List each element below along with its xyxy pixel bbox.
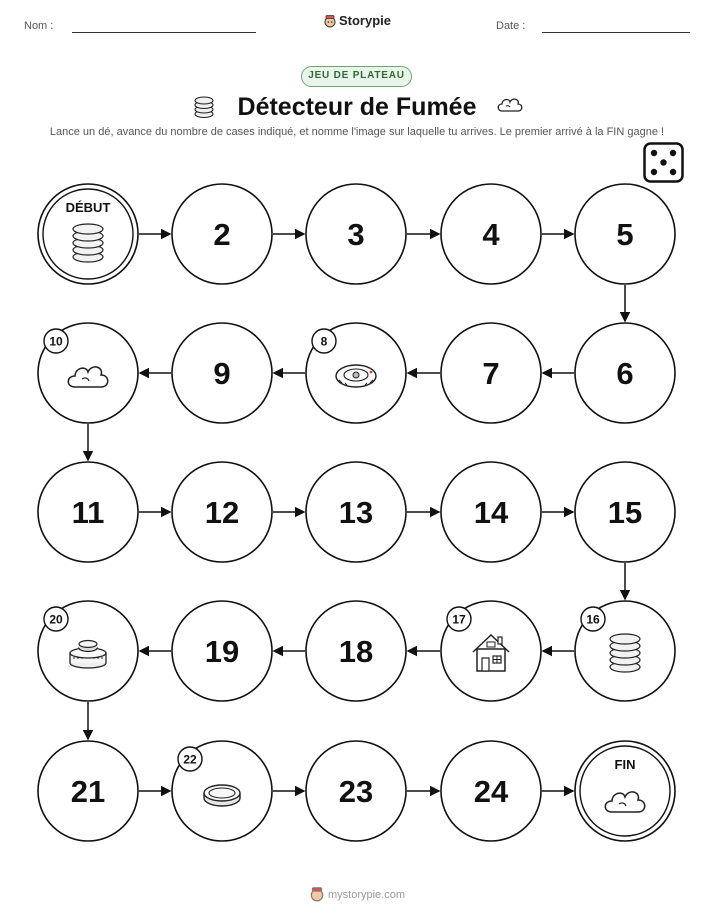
board-square-11[interactable]: [38, 462, 138, 562]
board-square-21[interactable]: [38, 741, 138, 841]
coin-icon: [204, 785, 240, 806]
board-square-16[interactable]: [575, 601, 675, 701]
board-square-9[interactable]: [172, 323, 272, 423]
board-square-7[interactable]: [441, 323, 541, 423]
square-number: 3: [347, 217, 365, 252]
board-square-5[interactable]: [575, 184, 675, 284]
board-square-1[interactable]: [38, 184, 138, 284]
board-square-2[interactable]: [172, 184, 272, 284]
square-number: 6: [616, 356, 634, 391]
board-squares: [38, 184, 675, 841]
board-square-12[interactable]: [172, 462, 272, 562]
square-number: 12: [204, 495, 240, 530]
board-square-23[interactable]: [306, 741, 406, 841]
board-square-18[interactable]: [306, 601, 406, 701]
board-square-3[interactable]: [306, 184, 406, 284]
square-label: DÉBUT: [65, 200, 111, 215]
square-number: 23: [338, 774, 374, 809]
square-number: 15: [607, 495, 643, 530]
square-number: 2: [213, 217, 231, 252]
board-square-4[interactable]: [441, 184, 541, 284]
square-number: 14: [473, 495, 509, 530]
coin-stack-icon: [610, 634, 640, 672]
game-type-badge: JEU DE PLATEAU: [301, 66, 412, 87]
square-number: 8: [320, 334, 328, 349]
board-square-25[interactable]: [575, 741, 675, 841]
board-square-20[interactable]: [38, 601, 138, 701]
instructions-text: Lance un dé, avance du nombre de cases indiqué, et nomme l'image sur laquelle tu arrives. Le premier arrivé à la FIN gagne !: [49, 126, 665, 138]
date-label: Date :: [496, 20, 526, 32]
smoke-detector-icon: [336, 365, 376, 387]
board-square-15[interactable]: [575, 462, 675, 562]
square-number: 17: [452, 612, 466, 627]
square-number: 9: [213, 356, 231, 391]
square-number: 20: [49, 612, 63, 627]
board-square-22[interactable]: [172, 741, 272, 841]
square-number: 19: [204, 634, 240, 669]
square-number: 16: [586, 612, 600, 627]
square-number: 21: [70, 774, 106, 809]
board-square-6[interactable]: [575, 323, 675, 423]
page-title: Détecteur de Fumée: [237, 93, 477, 121]
square-number: 7: [482, 356, 500, 391]
square-number: 4: [482, 217, 500, 252]
square-number: 18: [338, 634, 374, 669]
board-square-24[interactable]: [441, 741, 541, 841]
footer-url[interactable]: mystorypie.com: [327, 889, 406, 901]
square-number: 10: [49, 334, 63, 349]
storypie-mascot-icon: [309, 886, 325, 902]
square-number: 11: [71, 495, 105, 530]
square-number: 13: [338, 495, 374, 530]
square-number: 22: [183, 752, 197, 767]
name-label: Nom :: [24, 20, 54, 32]
board-square-19[interactable]: [172, 601, 272, 701]
board-square-13[interactable]: [306, 462, 406, 562]
square-number: 5: [616, 217, 634, 252]
board-square-10[interactable]: [38, 323, 138, 423]
board-square-8[interactable]: [306, 323, 406, 423]
footer: [0, 886, 714, 902]
board-square-17[interactable]: [441, 601, 541, 701]
board-square-14[interactable]: [441, 462, 541, 562]
square-label: FIN: [614, 757, 636, 772]
square-number: 24: [473, 774, 509, 809]
coin-stack-icon: [73, 224, 103, 262]
brand-name: Storypie: [338, 13, 391, 28]
